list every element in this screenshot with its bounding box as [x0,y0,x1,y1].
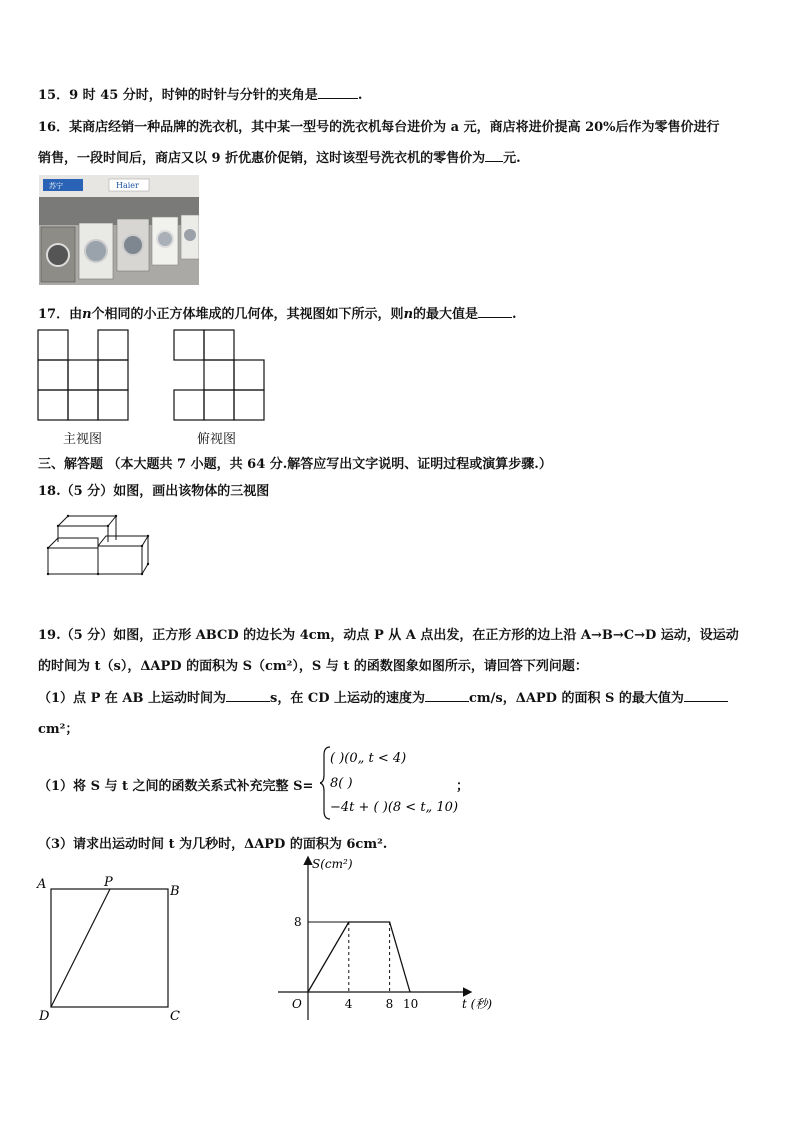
x-tick-label-10: 10 [403,997,419,1011]
question-18: 18.（5 分）如图，画出该物体的三视图 [38,484,270,499]
y-tick-label: 8 [294,915,302,929]
series-line [308,922,410,992]
y-axis-label: S(cm²) [312,857,353,871]
question-19-line2: 的时间为 t（s），ΔAPD 的面积为 S（cm²），S 与 t 的函数图象如图所示，请回答下列问题： [38,659,588,674]
front-view-figure [37,329,131,421]
front-view-label: 主视图 [63,432,103,447]
label-C: C [170,1009,180,1024]
top-view-figure [173,329,267,421]
origin-label: O [292,997,302,1011]
question-19-part1-unit: cm²； [38,722,79,737]
question-19-part3: （3）请求出运动时间 t 为几秒时，ΔAPD 的面积为 6cm². [38,837,388,852]
case-2: 8( ) [330,776,353,791]
case-1: ( )(0„ t < 4) [330,751,407,766]
q16-blank [485,150,503,162]
case-3: −4t + ( )(8 < t„ 10) [330,800,459,815]
label-A: A [37,877,47,892]
p1-blank-max [684,690,728,702]
label-D: D [39,1009,50,1024]
question-17: 17．由n个相同的小正方体堆成的几何体，其视图如下所示，则n的最大值是 . [38,307,517,322]
x-axis-label: t (秒) [462,997,493,1011]
p1-blank-time [226,690,270,702]
question-19-line1: 19.（5 分）如图，正方形 ABCD 的边长为 4cm，动点 P 从 A 点出发，在正方形的边上沿 A→B→C→D 运动，设运动 [38,628,739,643]
s-t-graph [270,852,520,1024]
top-view-label: 俯视图 [197,432,237,447]
svg-text:Haier: Haier [116,181,139,190]
svg-text:苏宁: 苏宁 [49,182,63,190]
section-3-heading: 三、解答题 （本大题共 7 小题，共 64 分.解答应写出文字说明、证明过程或演算步骤.） [38,457,552,472]
question-16-line1: 16．某商店经销一种品牌的洗衣机，其中某一型号的洗衣机每台进价为 a 元，商店将进价提高 20%后作为零售价进行 [38,120,720,135]
q18-solid-figure [44,512,154,578]
piecewise-function [320,745,470,821]
question-15: 15．9 时 45 分时，时钟的时针与分针的夹角是 . [38,88,363,103]
label-P: P [104,875,113,890]
square-abcd-figure [34,874,184,1024]
q15-text: 15．9 时 45 分时，时钟的时针与分针的夹角是 [38,88,318,103]
x-tick-label-4: 4 [344,997,353,1011]
part2-end: ； [456,779,470,794]
x-tick-label-8: 8 [385,997,394,1011]
question-19-part2: （1）将 S 与 t 之间的函数关系式补充完整 S= [38,779,314,794]
p1-blank-speed [425,690,469,702]
q15-blank [318,87,358,99]
question-19-part1: （1）点 P 在 AB 上运动时间为 s，在 CD 上运动的速度为 cm/s，ΔAPD 的面积 S 的最大值为 [38,687,728,706]
label-B: B [170,884,180,899]
q17-blank [478,306,512,318]
question-16-line2: 销售，一段时间后，商店又以 9 折优惠价促销，这时该型号洗衣机的零售价为 元. [38,151,521,166]
washing-machines-photo [39,175,199,285]
